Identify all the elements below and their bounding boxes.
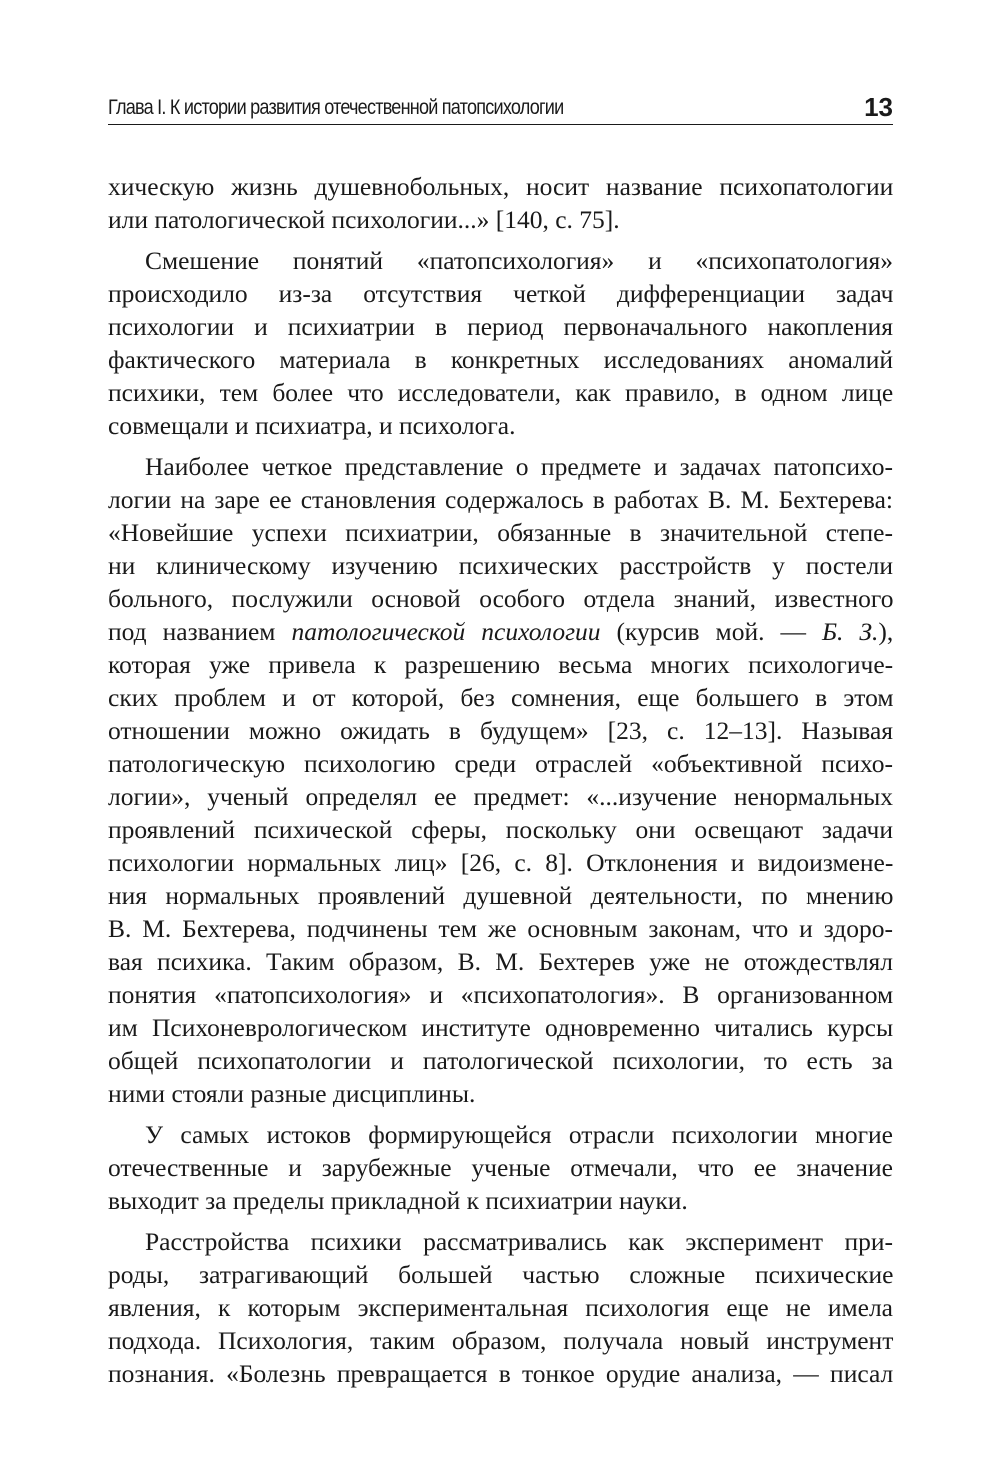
text-line: У самых истоков формирующейся отрасли психологии многие (145, 1120, 893, 1149)
text-line: подхода. Психология, таким образом, получала новый инструмент (108, 1326, 894, 1355)
text-line: происходило из-за отсутствия четкой дифференциации задач (108, 279, 894, 308)
text-line: логии», ученый определял ее предмет: «...изучение ненормальных (108, 782, 893, 811)
text-line-with-italic (108, 615, 893, 648)
text-line: вая психика. Таким образом, В. М. Бехтерев уже не отождествлял (108, 947, 893, 976)
text-line: В. М. Бехтерева, подчинены тем же основным законам, что и здоро- (108, 914, 894, 943)
text-line: логии на заре ее становления содержалось в работах В. М. Бехтерева: (108, 485, 893, 514)
text-run: ), (878, 617, 894, 646)
text-line: ни клиническому изучению психических расстройств у постели (108, 551, 893, 580)
text-line: явления, к которым экспериментальная психология еще не имела (108, 1293, 893, 1322)
paragraph-2 (108, 244, 893, 442)
paragraph-1 (108, 170, 893, 236)
text-run: (курсив мой. — (600, 617, 822, 646)
text-line: Наиболее четкое представление о предмете и задачах патопсихо- (145, 452, 893, 481)
body-text (108, 170, 893, 1398)
text-line: выходит за пределы прикладной к психиатрии науки. (108, 1186, 688, 1215)
text-line: которая уже привела к разрешению весьма многих психологиче- (108, 650, 894, 679)
page-header (108, 82, 893, 125)
text-line: Расстройства психики рассматривались как эксперимент при- (145, 1227, 893, 1256)
text-run: под названием (108, 617, 292, 646)
text-line: отечественные и зарубежные ученые отмечали, что ее значение (108, 1153, 893, 1182)
text-line: проявлений психической сферы, поскольку они освещают задачи (108, 815, 893, 844)
text-line: познания. «Болезнь превращается в тонкое орудие анализа, — писал (108, 1359, 894, 1388)
italic-term: патологической психологии (291, 617, 601, 646)
text-line: ния нормальных проявлений душевной деятельности, по мнению (108, 881, 894, 910)
text-line: психики, тем более что исследователи, как правило, в одном лице (108, 378, 894, 407)
text-line: им Психоневрологическом институте одновременно читались курсы (108, 1013, 894, 1042)
text-line: или патологической психологии...» [140, с. 75]. (108, 205, 620, 234)
paragraph-4 (108, 1118, 893, 1217)
paragraph-3 (108, 450, 893, 1110)
text-line: ними стояли разные дисциплины. (108, 1079, 476, 1108)
text-line: роды, затрагивающий большей частью сложные психические (108, 1260, 894, 1289)
text-line: ских проблем и от которой, без сомнения, еще большего в этом (108, 683, 894, 712)
text-line: хическую жизнь душевнобольных, носит название психопатологии (108, 172, 894, 201)
text-line: фактического материала в конкретных исследованиях аномалий (108, 345, 894, 374)
text-line: отношении можно ожидать в будущем» [23, с. 12–13]. Называя (108, 716, 894, 745)
text-line: общей психопатологии и патологической психологии, то есть за (108, 1046, 893, 1075)
text-line: больного, послужили основой особого отдела знаний, известного (108, 584, 894, 613)
text-line: совмещали и психиатра, и психолога. (108, 411, 516, 440)
italic-initials: Б. З. (821, 617, 879, 646)
text-line: психологии нормальных лиц» [26, с. 8]. Отклонения и видоизмене- (108, 848, 894, 877)
text-line: понятия «патопсихология» и «психопатология». В организованном (108, 980, 894, 1009)
text-line: «Новейшие успехи психиатрии, обязанные в значительной степе- (108, 518, 893, 547)
text-line: патологическую психологию среди отраслей «объективной психо- (108, 749, 893, 778)
page-number: 13 (864, 92, 893, 122)
running-title: Глава I. К истории развития отечественной патопсихологии (108, 96, 564, 119)
paragraph-5 (108, 1225, 893, 1390)
text-line: Смешение понятий «патопсихология» и «психопатология» (145, 246, 893, 275)
text-line: психологии и психиатрии в период первоначального накопления (108, 312, 893, 341)
